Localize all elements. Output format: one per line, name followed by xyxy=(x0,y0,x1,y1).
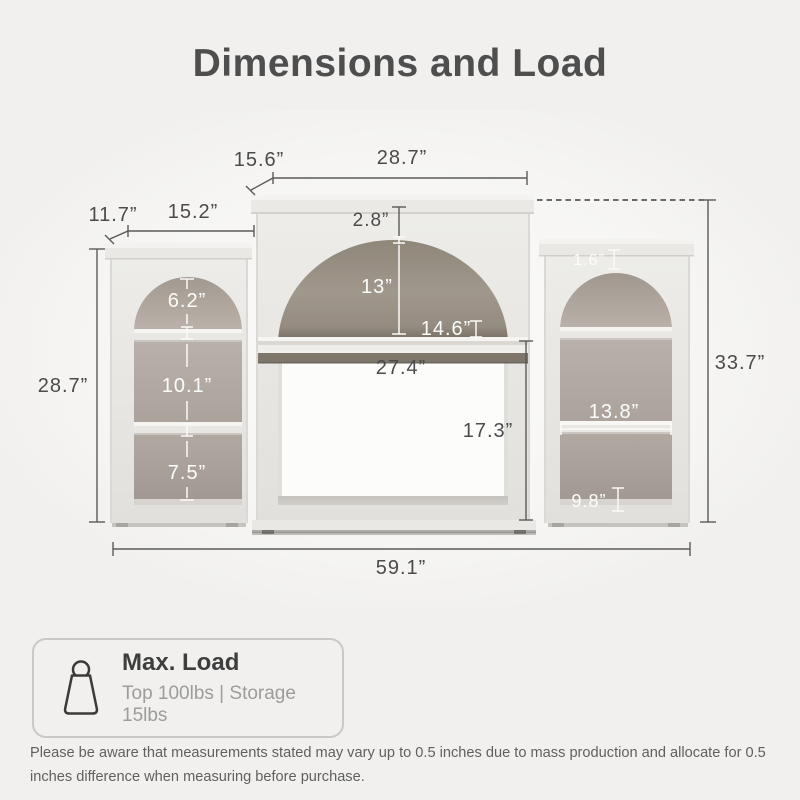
dim-right-shelf-width: 13.8” xyxy=(588,401,640,423)
dim-center-shelf-depth: 14.6” xyxy=(420,318,472,340)
dim-left-middle-compartment: 10.1” xyxy=(161,375,213,397)
dim-center-width: 28.7” xyxy=(376,147,428,169)
dim-center-top-thickness: 2.8” xyxy=(352,210,390,231)
dim-right-arch-top-gap: 1.6” xyxy=(573,252,605,269)
dim-total-width: 59.1” xyxy=(375,557,427,579)
dim-side-height: 28.7” xyxy=(37,375,89,397)
dim-center-shelf-width: 27.4” xyxy=(375,357,427,379)
disclaimer-text: Please be aware that measurements stated may vary up to 0.5 inches due to mass production and allocate for 0.5 inches difference when measuring before purchase. xyxy=(30,745,766,785)
dim-center-open-height: 17.3” xyxy=(462,420,514,442)
max-load-text xyxy=(122,649,342,727)
weight-icon xyxy=(60,659,104,717)
dim-side-top-depth: 11.7” xyxy=(88,204,138,226)
dim-total-height: 33.7” xyxy=(714,352,766,374)
right-unit-interior xyxy=(560,271,672,505)
dim-left-top-compartment: 6.2” xyxy=(167,290,207,312)
max-load-title: Max. Load xyxy=(122,649,240,676)
dim-left-bottom-compartment: 7.5” xyxy=(167,462,207,484)
page-title: Dimensions and Load xyxy=(192,42,608,85)
dim-side-width: 15.2” xyxy=(167,201,219,223)
max-load-detail: Top 100lbs | Storage 15lbs xyxy=(122,683,296,726)
center-unit-interior xyxy=(278,236,508,522)
dim-right-bottom-compartment: 9.8” xyxy=(571,491,607,511)
right-side-unit xyxy=(539,239,694,527)
dim-center-top-depth: 15.6” xyxy=(233,149,285,171)
max-load-card xyxy=(32,638,344,738)
dim-center-arch-height: 13” xyxy=(361,276,393,298)
